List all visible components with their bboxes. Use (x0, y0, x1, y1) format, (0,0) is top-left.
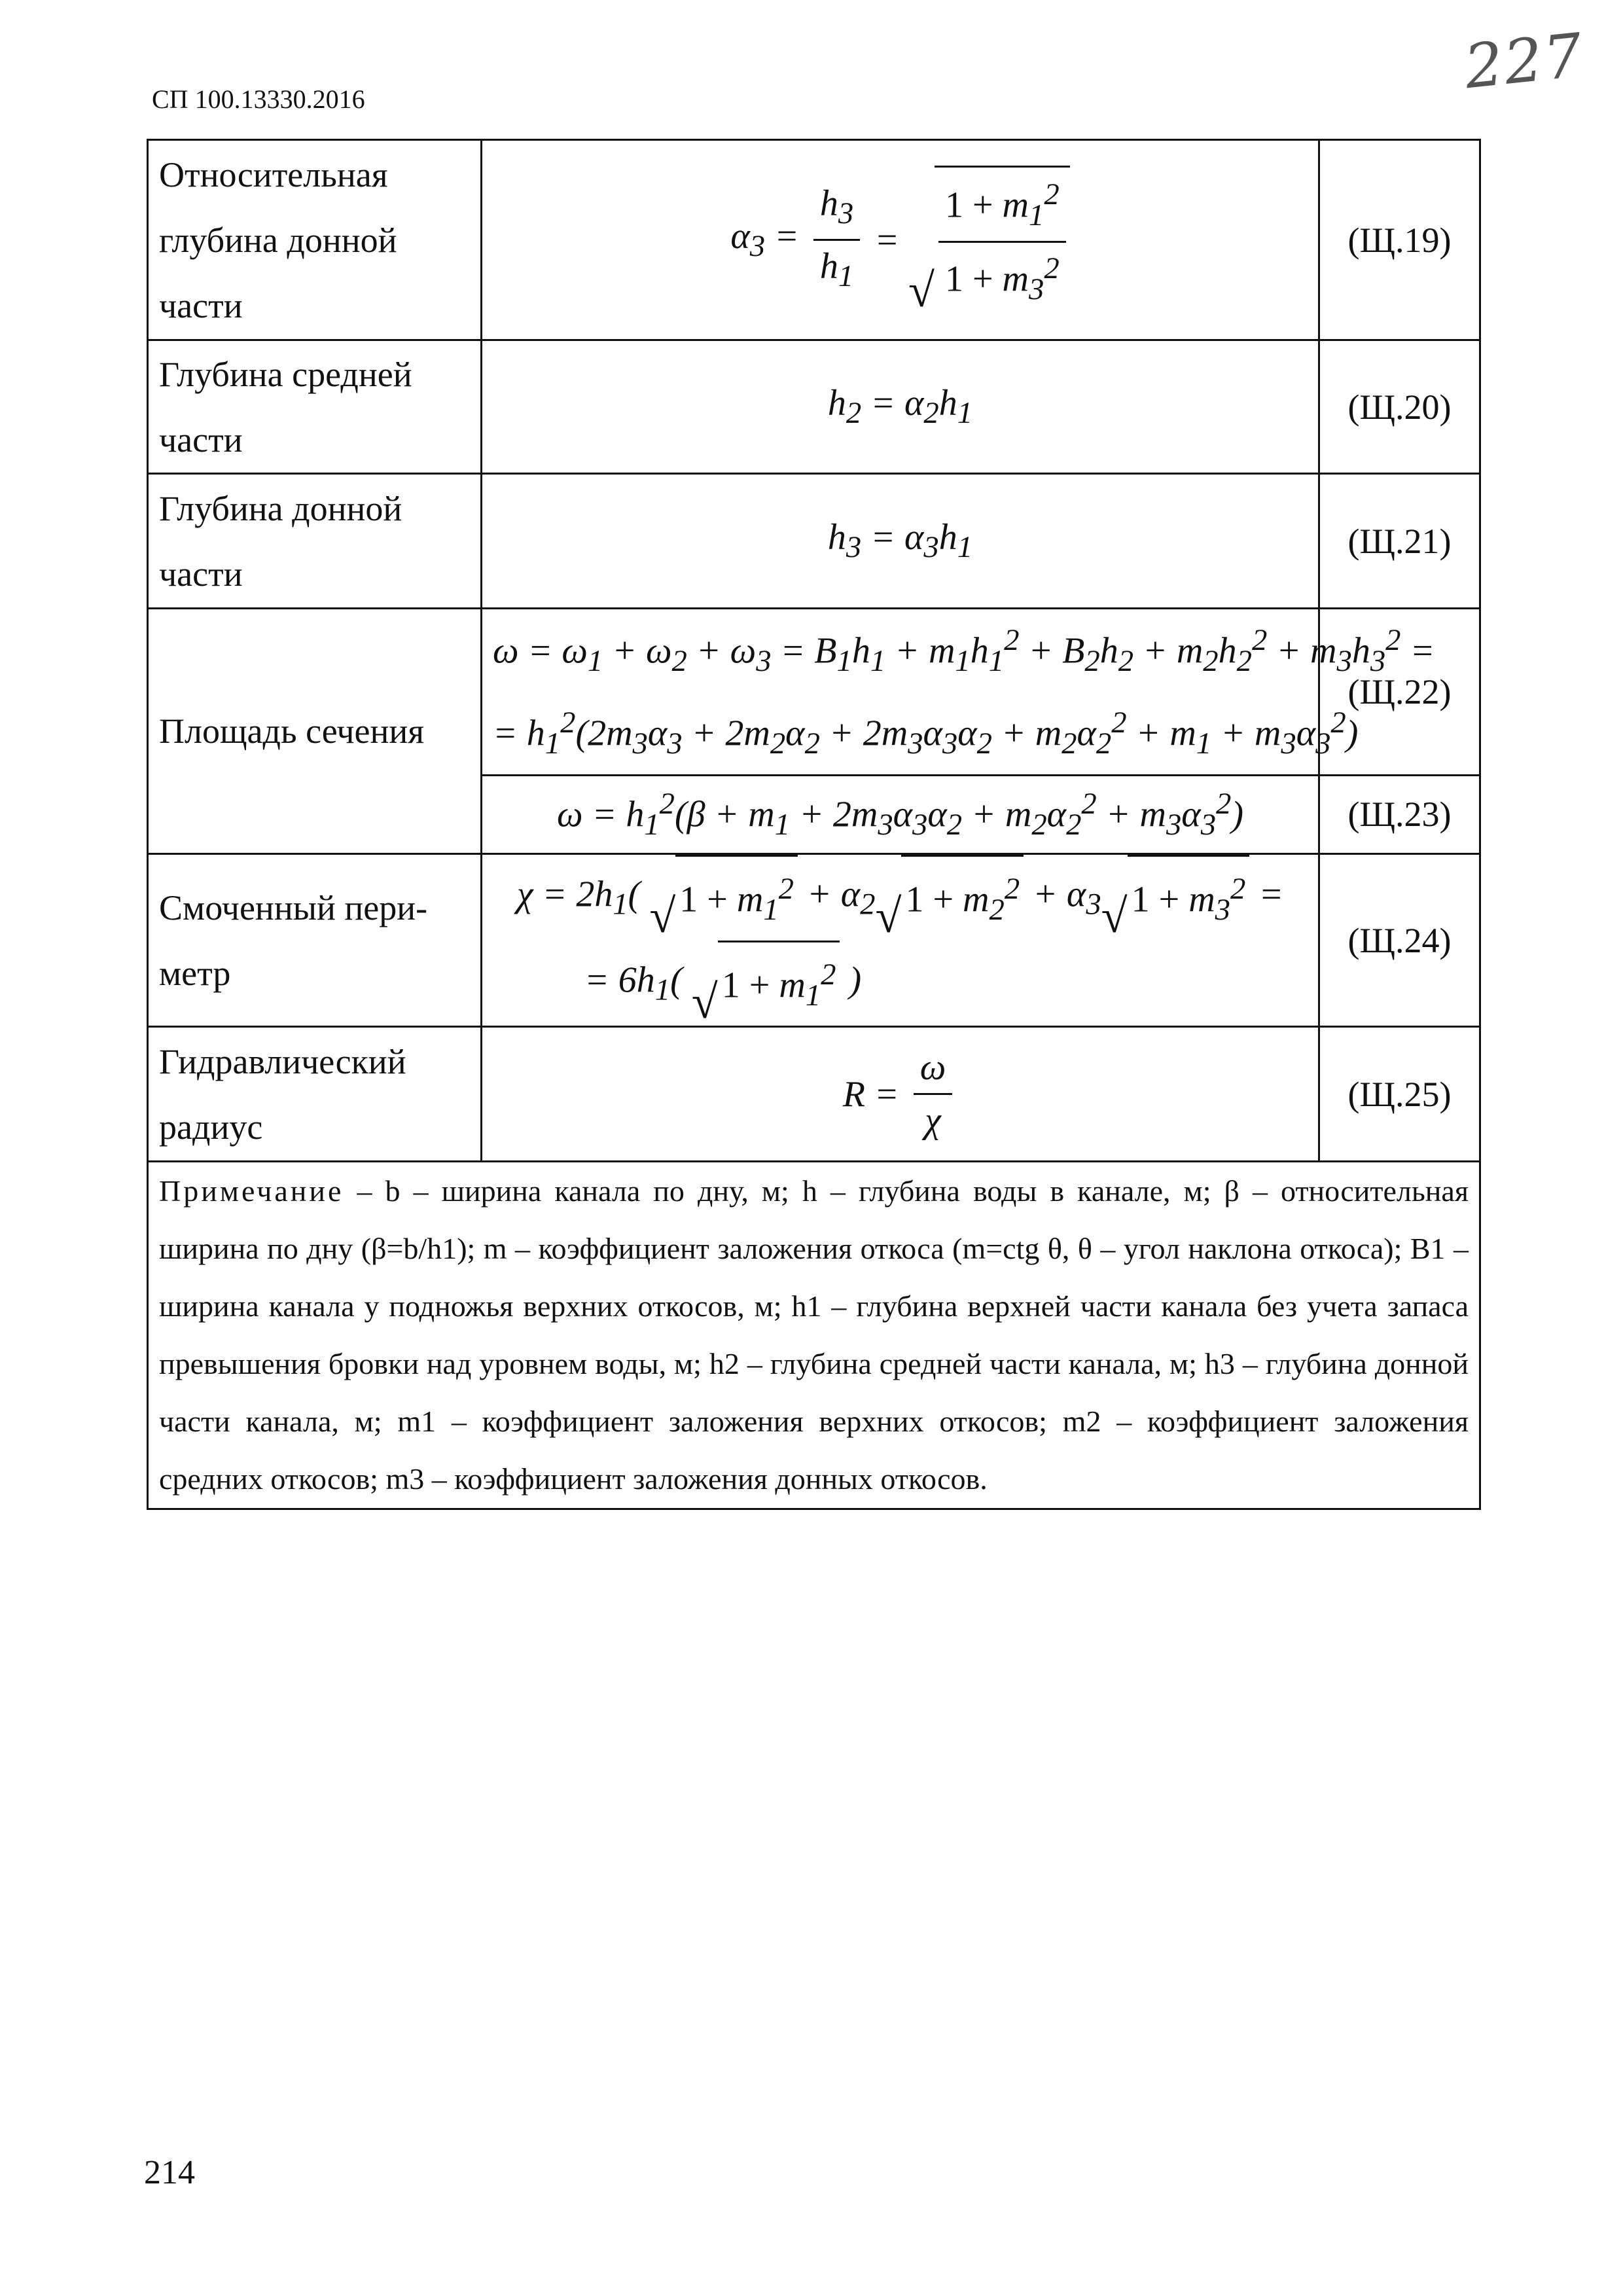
formula-cell: $h_3 = \alpha_3h_1$ (482, 474, 1319, 609)
table-row (148, 140, 1480, 340)
page-number: 214 (144, 2154, 195, 2191)
equation-number: (Щ.25) (1319, 1027, 1480, 1162)
row-label: Глубина средней части (148, 340, 482, 474)
table-row (148, 1162, 1480, 1509)
table-row (148, 609, 1480, 776)
formula-cell: $\chi = 2h_1$( √ $1 + m_1^2$ + $\alpha_2$ √ $1 + m_2^2$ + $\alpha_3$ √ $1 + m_3^2$ = = $6h_1$( √ $1 + m_1^2$ ) (482, 853, 1319, 1027)
note-heading: Примечание (159, 1174, 344, 1208)
row-label: Гидравлический радиус (148, 1027, 482, 1162)
row-label: Площадь сечения (148, 609, 482, 854)
row-label: Относительная глубина донной части (148, 140, 482, 340)
table-row (148, 340, 1480, 474)
equation-number: (Щ.21) (1319, 474, 1480, 609)
table-row (148, 1027, 1480, 1162)
document-code: СП 100.13330.2016 (152, 84, 365, 114)
note-text: – b – ширина канала по дну, м; h – глубина воды в канале, м; β – относительная ширина по дну (β=b/h1); m – коэффициент заложения откоса (m=ctg θ, θ – угол наклона откоса); B1 – ширина канала у подножья верхних откосов, м; h1 – глубина верхней части канала без учета запаса превышения бровки над уровнем воды, м; h2 – глубина средней части канала, м; h3 – глубина донной части канала, м; m1 – коэффициент заложения верхних откосов; m2 – коэффициент заложения средних откосов; m3 – коэффициент заложения донных откосов. (159, 1174, 1469, 1496)
note-cell (148, 1162, 1480, 1509)
equation-number: (Щ.23) (1319, 775, 1480, 853)
table-row (148, 853, 1480, 1027)
handwritten-page-number: 227 (1461, 20, 1587, 103)
equation-number: (Щ.19) (1319, 140, 1480, 340)
formula-cell: R = $\frac{\omega}{\chi}$ (482, 1027, 1319, 1162)
formula-cell: $\omega = \omega_1 + \omega_2 + \omega_3 = B_1h_1 + m_1h_1^2 + B_2h_2 + m_2h_2^2 + m_3h_3^2$ = = $h_1^2(2m_3\alpha_3 + 2m_2\alpha_2 + 2m_3\alpha_3\alpha_2 + m_2\alpha_2^2 + m_1 + m_3\alpha_3^2)$ (482, 609, 1319, 776)
formula-cell: $\alpha_3$ = $\frac{h_3}{h_1}$ = √ $\frac{1 + m_1^2}{1 + m_3^2}$ (482, 140, 1319, 340)
equation-number: (Щ.20) (1319, 340, 1480, 474)
equation-number: (Щ.24) (1319, 853, 1480, 1027)
formula-cell: $\omega = h_1^2(\beta + m_1 + 2m_3\alpha_3\alpha_2 + m_2\alpha_2^2 + m_3\alpha_3^2)$ (482, 775, 1319, 853)
table-row (148, 474, 1480, 609)
formula-table (147, 139, 1481, 1510)
formula-cell: $h_2 = \alpha_2h_1$ (482, 340, 1319, 474)
row-label: Глубина донной части (148, 474, 482, 609)
row-label: Смоченный пери-метр (148, 853, 482, 1027)
equation-number: (Щ.22) (1319, 609, 1480, 776)
